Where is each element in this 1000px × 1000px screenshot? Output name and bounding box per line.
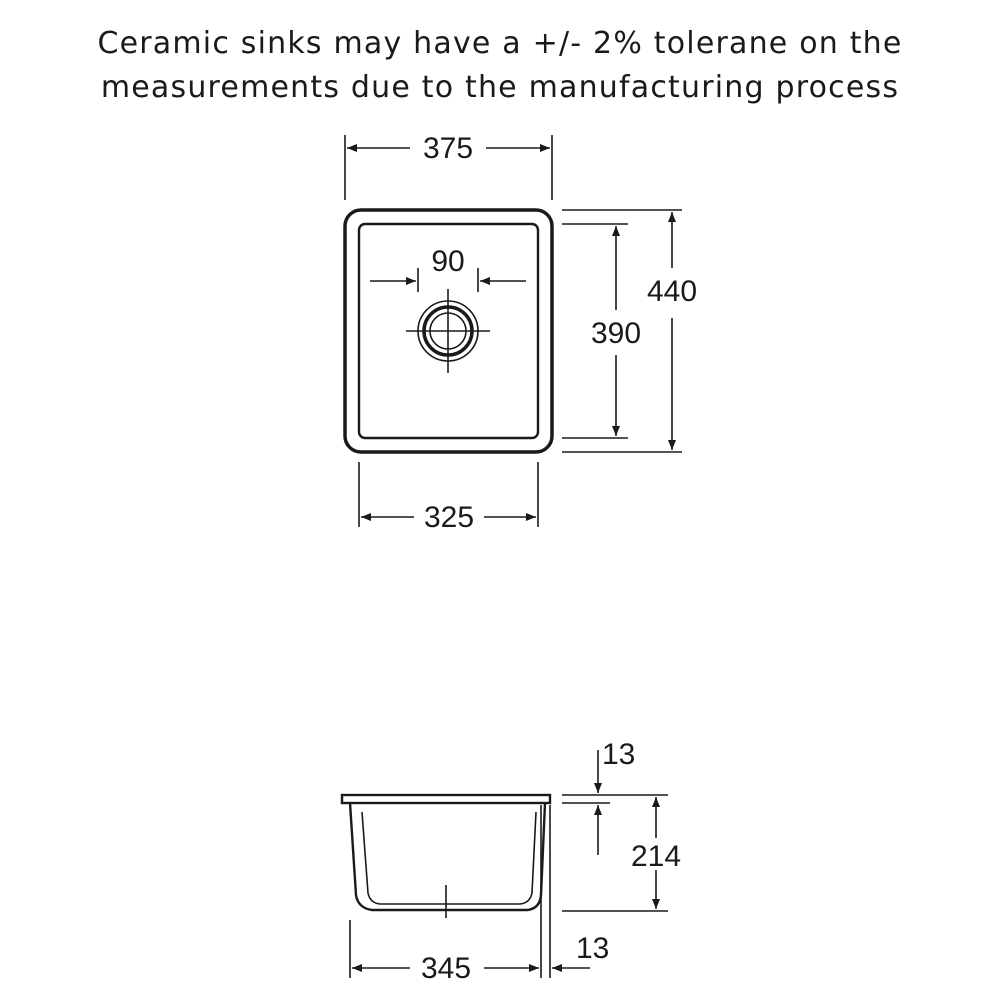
dimension-waste-diameter [370, 245, 526, 292]
bowl-depth-label: 214 [630, 840, 682, 873]
dimension-inner-width [359, 462, 538, 534]
waste-diameter-label: 90 [431, 245, 465, 278]
top-view [345, 132, 697, 534]
dimension-bowl-depth [562, 797, 681, 911]
sink-bowl-inner [362, 812, 536, 904]
dimension-lengths [562, 210, 697, 452]
rim-thickness-label: 13 [602, 738, 636, 771]
side-view [342, 738, 681, 985]
wall-offset-label: 13 [576, 932, 610, 965]
outer-width-label: 375 [422, 132, 474, 165]
dimension-rim-thickness [562, 738, 668, 855]
dimension-base-width [350, 805, 609, 985]
waste-outlet-icon [406, 289, 490, 373]
tolerance-note-line-1: Ceramic sinks may have a +/- 2% tolerane on the [97, 26, 903, 61]
inner-width-label: 325 [423, 501, 475, 534]
base-width-label: 345 [420, 952, 472, 985]
dimension-outer-width [345, 132, 552, 200]
tolerance-note-line-2: measurements due to the manufacturing process [100, 70, 900, 105]
inner-length-label: 390 [590, 317, 642, 350]
outer-length-label: 440 [646, 275, 698, 308]
sink-rim [342, 795, 550, 803]
sink-bowl-outer [350, 803, 545, 910]
